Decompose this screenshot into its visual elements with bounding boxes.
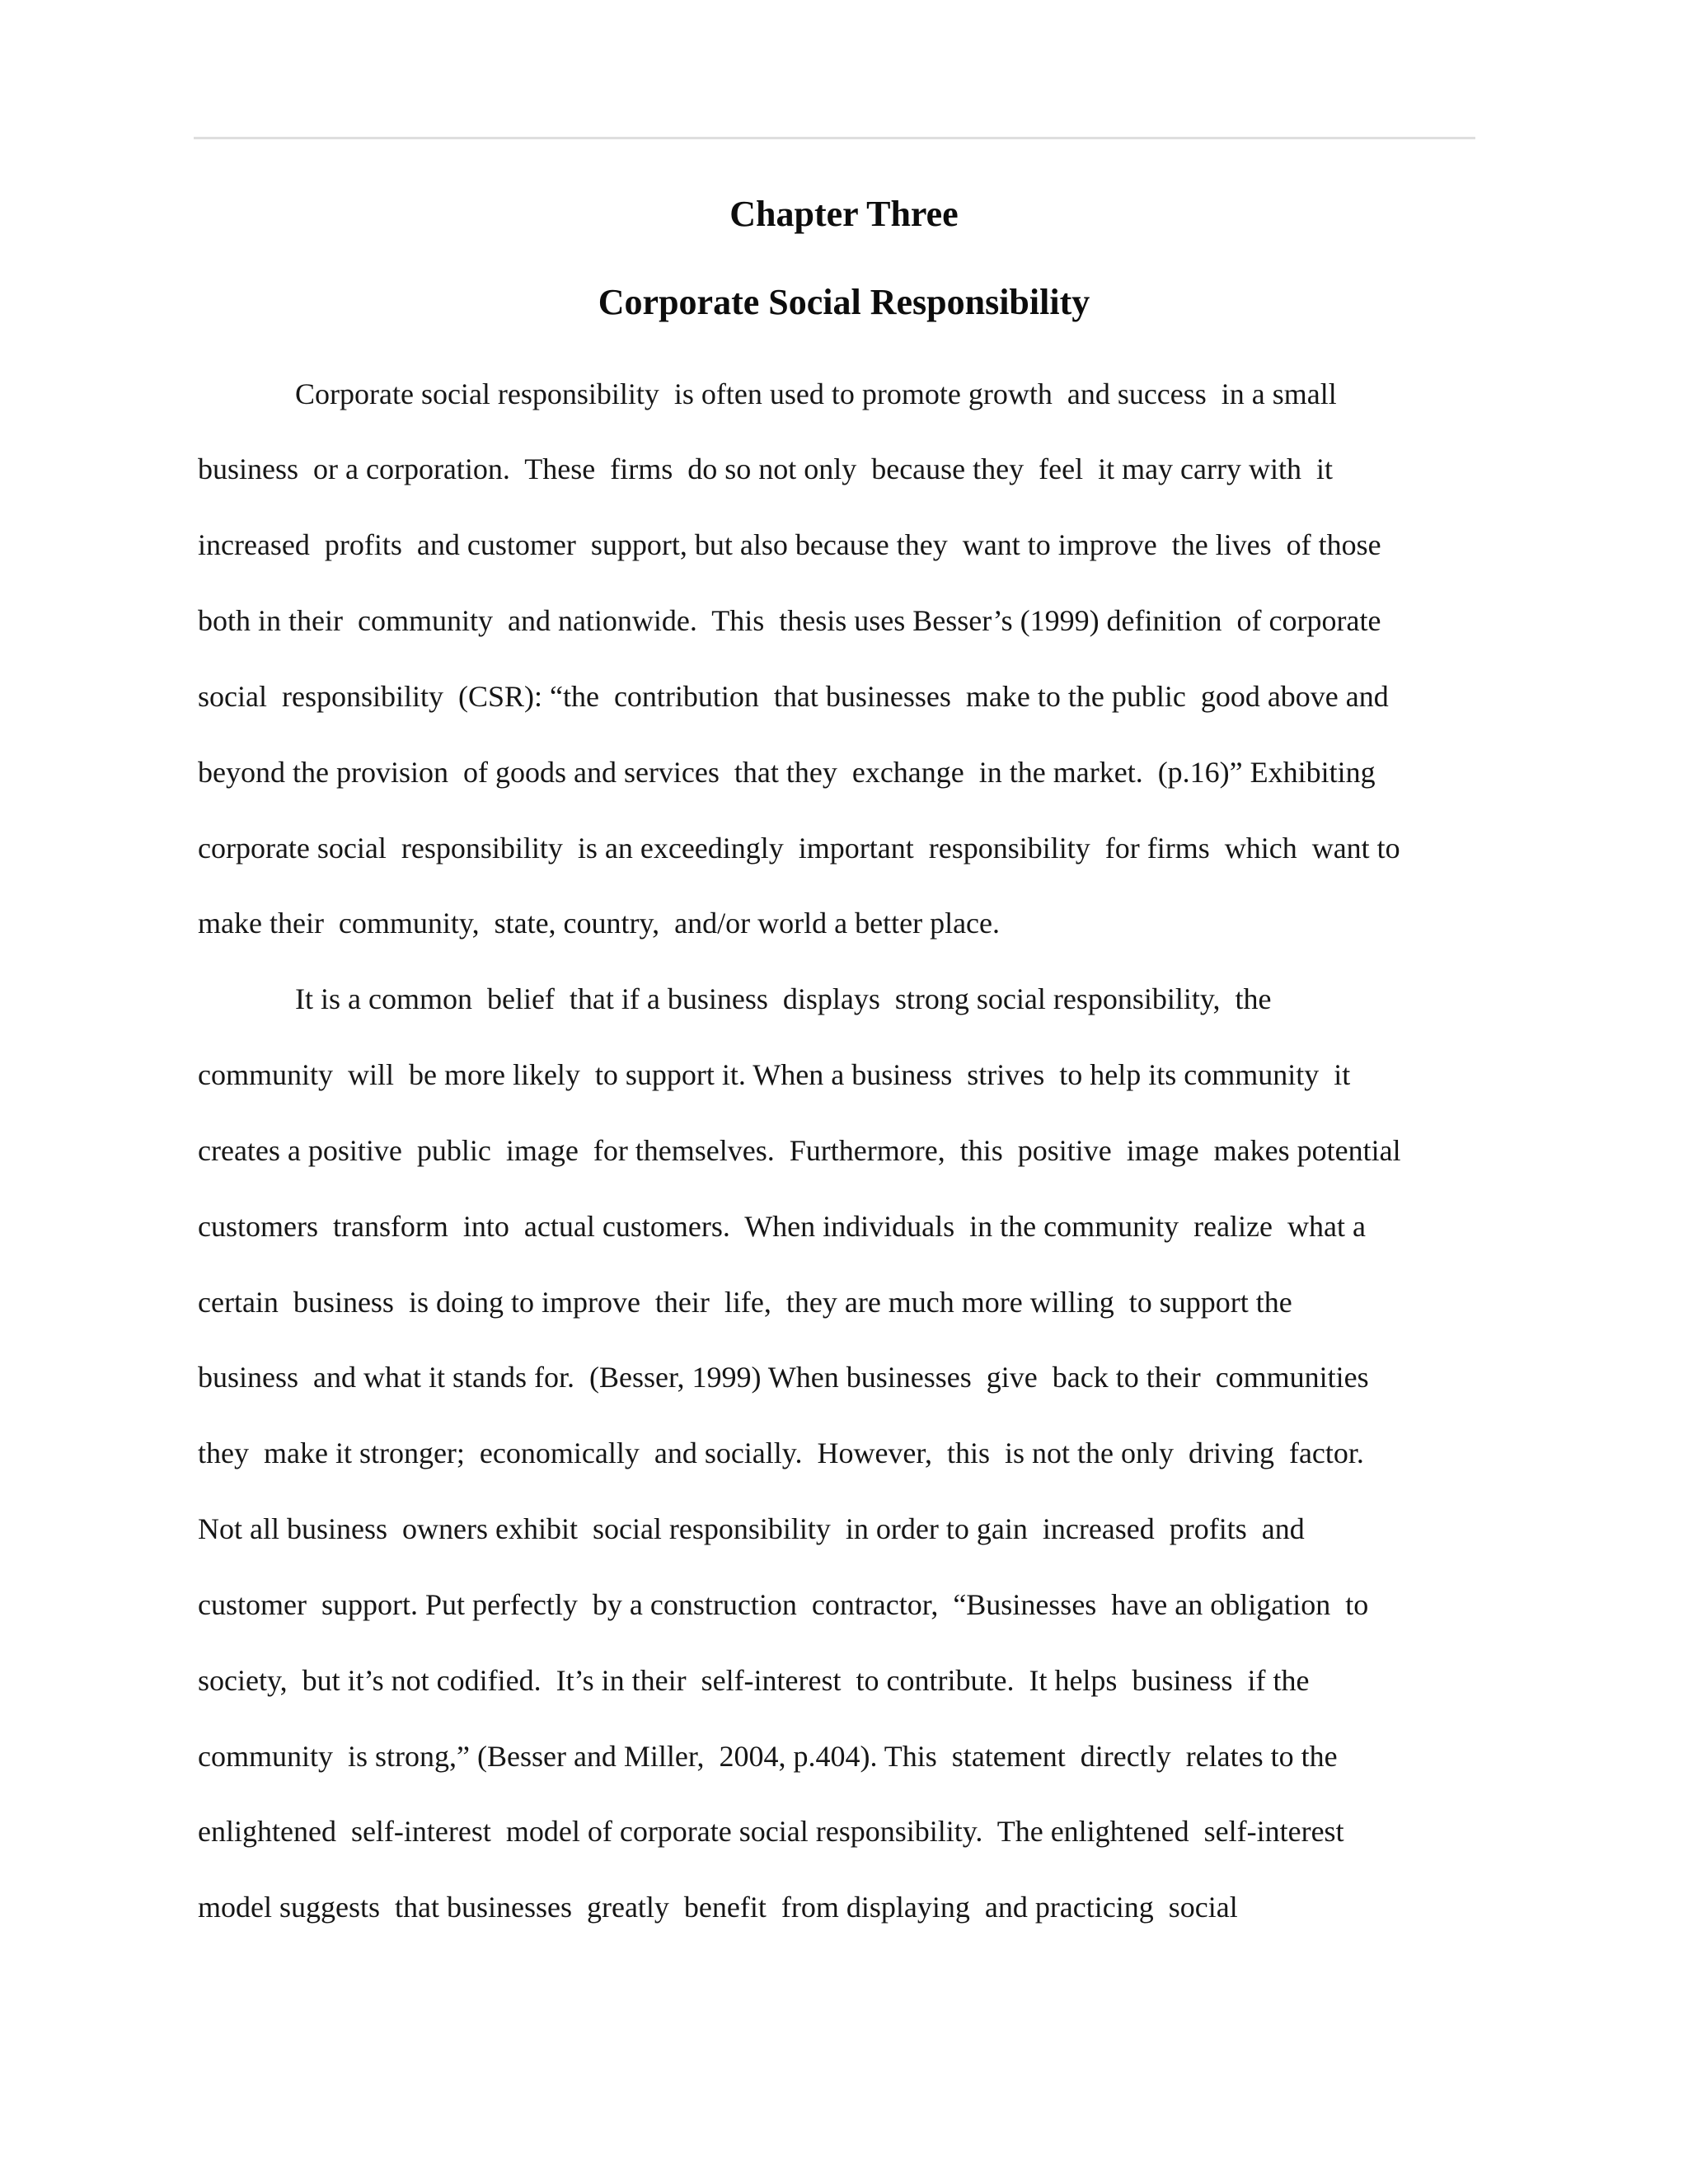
paragraph-1-line-1: Corporate social responsibility is often used to promote growth and success in a small <box>295 377 1337 410</box>
paragraph-2-line-11: community is strong,” (Besser and Miller, 2004, p.404). This statement directly relates to the <box>198 1740 1338 1773</box>
paragraph-1-line-6: beyond the provision of goods and services that they exchange in the market. (p.16)” Exhibiting <box>198 756 1376 789</box>
paragraph-2-line-8: Not all business owners exhibit social responsibility in order to gain increased profits and <box>198 1512 1305 1545</box>
section-title: Corporate Social Responsibility <box>598 282 1090 322</box>
paragraph-2-line-1: It is a common belief that if a business displays strong social responsibility, the <box>295 982 1272 1015</box>
chapter-title: Chapter Three <box>729 194 959 234</box>
paragraph-2-line-3: creates a positive public image for themselves. Furthermore, this positive image makes potential <box>198 1134 1401 1167</box>
paragraph-2-line-9: customer support. Put perfectly by a construction contractor, “Businesses have an obligation to <box>198 1588 1369 1621</box>
paragraph-1-line-5: social responsibility (CSR): “the contribution that businesses make to the public good above and <box>198 680 1389 713</box>
paragraph-2-line-2: community will be more likely to support it. When a business strives to help its community it <box>198 1058 1351 1091</box>
paragraph-1-line-4: both in their community and nationwide. This thesis uses Besser’s (1999) definition of corporate <box>198 604 1381 637</box>
paragraph-2-line-7: they make it stronger; economically and socially. However, this is not the only driving factor. <box>198 1436 1364 1469</box>
paragraph-1-line-2: business or a corporation. These firms do so not only because they feel it may carry with it <box>198 452 1333 485</box>
paragraph-2-line-13: model suggests that businesses greatly benefit from displaying and practicing social <box>198 1891 1238 1924</box>
paragraph-1-line-3: increased profits and customer support, but also because they want to improve the lives of those <box>198 528 1381 561</box>
paragraph-2-line-5: certain business is doing to improve their life, they are much more willing to support the <box>198 1286 1292 1319</box>
header-divider <box>194 137 1475 139</box>
paragraph-2-line-12: enlightened self-interest model of corporate social responsibility. The enlightened self-interest <box>198 1815 1344 1848</box>
paragraph-2-line-4: customers transform into actual customers. When individuals in the community realize what a <box>198 1210 1366 1243</box>
paragraph-1-line-7: corporate social responsibility is an exceedingly important responsibility for firms which want to <box>198 832 1400 865</box>
paragraph-2-line-10: society, but it’s not codified. It’s in their self-interest to contribute. It helps business if the <box>198 1664 1310 1697</box>
paragraph-1-line-8: make their community, state, country, and/or world a better place. <box>198 907 1001 940</box>
paragraph-2-line-6: business and what it stands for. (Besser, 1999) When businesses give back to their communities <box>198 1361 1369 1394</box>
